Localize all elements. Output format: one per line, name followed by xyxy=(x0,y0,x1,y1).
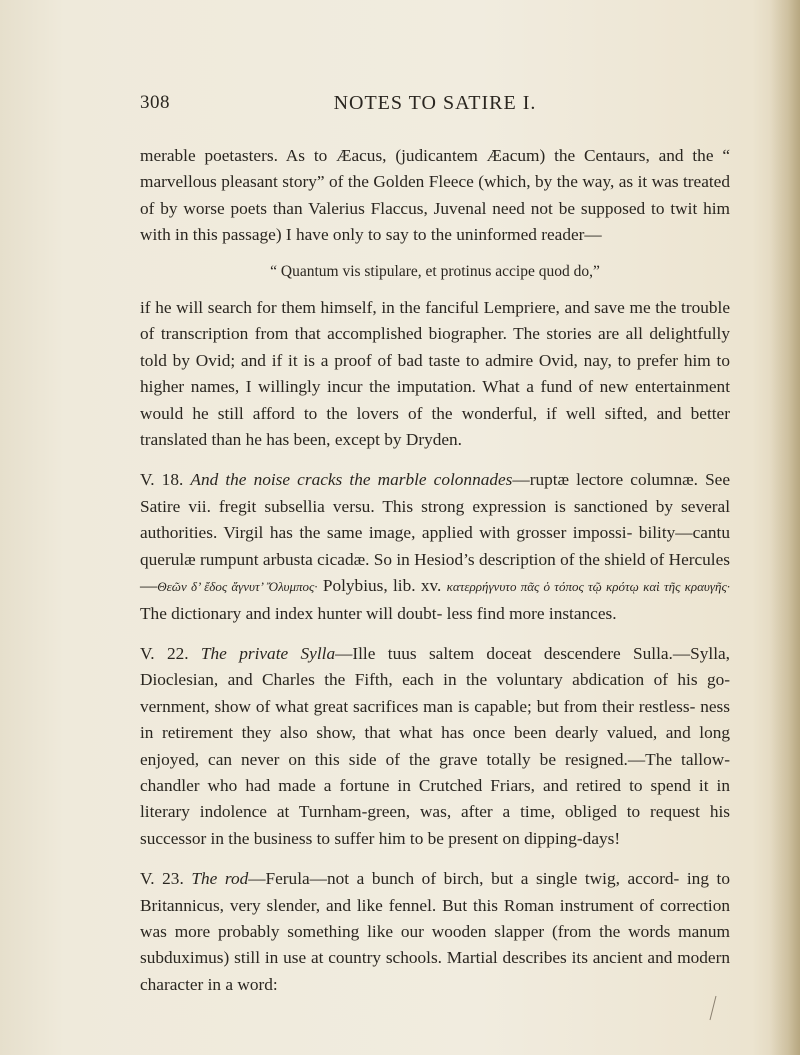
note-v23 xyxy=(140,866,730,998)
note-ref: V. 18. xyxy=(140,470,184,490)
latin-quote: “ Quantum vis stipulare, et protinus accipe quod do,” xyxy=(270,262,600,280)
body-text xyxy=(140,143,730,998)
paragraph-intro: merable poetasters. As to Æacus, (judicantem Æacum) the Centaurs, and the “ marvellous pleasant story” of the Golden Fleece (which, by the way, as it was treated of by worse poets than Valerius Flaccus, Juvenal need not be supposed to twit him with in this passage) I have only to say to the uninformed reader— xyxy=(140,146,730,245)
note-title: And the noise cracks the marble colonnades xyxy=(190,470,513,490)
note-text: The dictionary and index hunter will doubt- less find more instances. xyxy=(140,603,617,623)
page-number: 308 xyxy=(140,92,170,113)
note-v18 xyxy=(140,467,730,626)
note-title: The rod xyxy=(191,869,249,889)
page-header xyxy=(140,92,730,122)
paragraph-ovid: if he will search for them himself, in the fanciful Lempriere, and save me the trouble of transcription from that accomplished biographer. The stories are all delightfully told by Ovid; and if it is a proof of bad taste to admire Ovid, nay, to prefer him to higher names, I willingly incur the imputation. What a fund of new entertainment would he still afford to the lovers of the wonderful, if well sifted, and better translated than he has been, except by Dryden. xyxy=(140,298,730,450)
greek-quote-hesiod: Θεῶν δ’ ἔδος ἄγνυτ’ Ὄλυμπος· xyxy=(157,579,318,595)
running-title: NOTES TO SATIRE I. xyxy=(333,92,537,114)
note-ref: V. 23. xyxy=(140,869,184,889)
greek-quote-polybius: κατερρήγνυτο πᾶς ὁ τόπος τῷ κρότῳ καὶ τῆς κραυγῆς· xyxy=(446,579,730,595)
note-text: Polybius, lib. xv. xyxy=(317,576,447,596)
note-title: The private Sylla xyxy=(200,643,336,663)
note-text: —Ferula—not a bunch of birch, but a single twig, accord- ing to Britannicus, very slender, and like fennel. But this Roman instrument of correction was more probably something like our wooden slapper (from the words manum subduximus) still in use at country schools. Martial describes its ancient and modern character in a word: xyxy=(140,869,730,994)
page-edge-shadow xyxy=(770,0,800,1055)
note-text: —ruptæ lectore columnæ. See Satire vii. fregit subsellia versu. This strong expression is sanctioned by several authorities. Virgil has the same image, applied with grosser impossi- bility—cantu querulæ rumpunt arbusta cicadæ. So in Hesiod’s description of the shield of Hercules— xyxy=(140,470,731,596)
note-ref: V. 22. xyxy=(140,643,189,663)
pencil-mark xyxy=(708,995,718,1021)
note-text: —Ille tuus saltem doceat descendere Sulla.—Sylla, Dioclesian, and Charles the Fifth, each in the voluntary abdication of his go- vernment, show of what great sacrifices man is capable; but from their restless- ness in retirement they also show, that what has once been dearly valued, and long enjoyed, can never on this side of the grave totally be resigned.—The tallow-chandler who had made a fortune in Crutched Friars, and retired to spend it in literary indolence at Turnham-green, was, after a time, obliged to request his successor in the business to suffer him to be present on dipping-days! xyxy=(140,643,730,848)
note-v22 xyxy=(140,641,730,852)
